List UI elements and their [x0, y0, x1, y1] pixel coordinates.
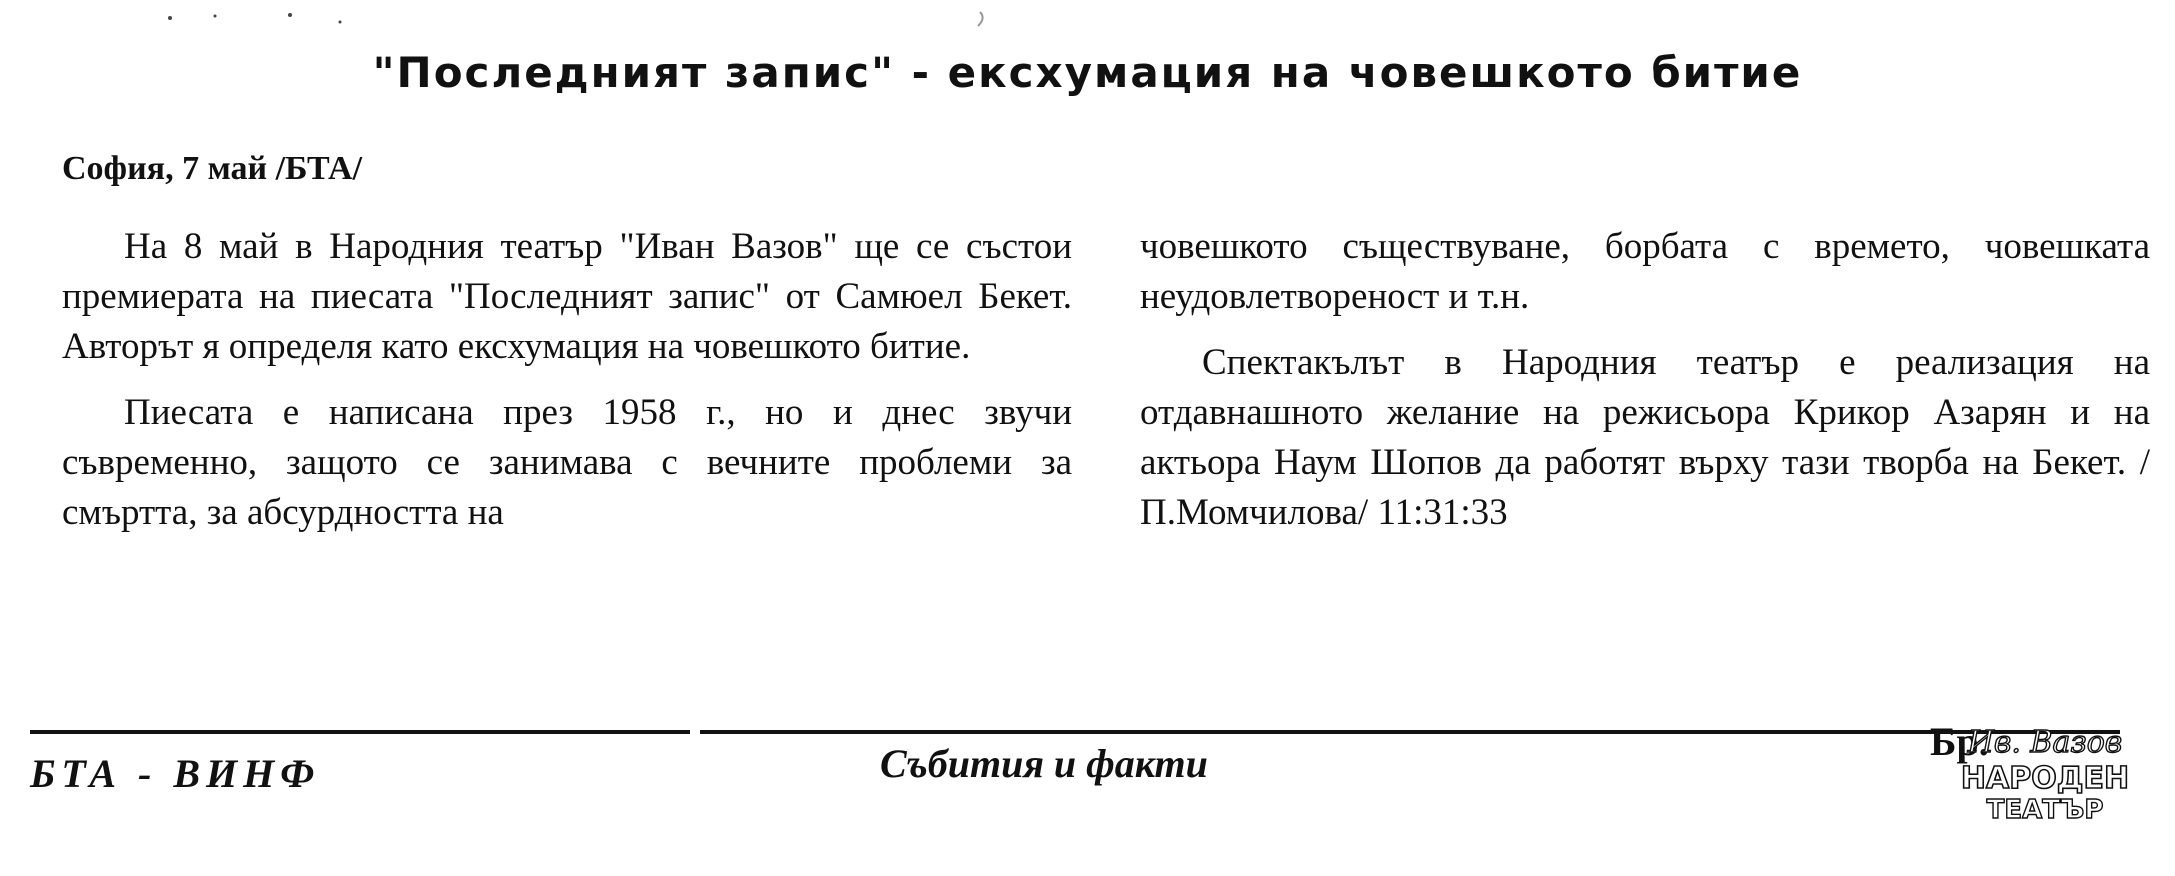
scan-specks — [160, 10, 1060, 30]
paragraph: На 8 май в Народния театър "Иван Вазов" ще се състои премиерата на пиесата "Последният запис" от Самюел Бекет. Авторът я определя като ексхумация на човешкото битие. — [62, 226, 1072, 367]
paragraph: Пиесата е написана през 1958 г., но и днес звучи съвременно, защото се занимава с вечните проблеми за смъртта, за абсурдността на — [62, 392, 1072, 533]
agency-label: БТА - ВИНФ — [30, 751, 321, 796]
headline: "Последният запис" - ексхумация на човешкото битие — [372, 48, 1803, 97]
stamp-line2: ТЕАТЪР — [1986, 795, 2104, 825]
theatre-stamp-icon — [1955, 718, 2135, 828]
stamp-script: Ив. Вазов — [1967, 725, 2123, 760]
issue-label: Бр. — [1930, 719, 1989, 764]
paragraph-continued: човешкото съществуване, борбата с времето, човешката неудовлетвореност и т.н. — [1140, 226, 2150, 317]
stamp-line1: НАРОДЕН — [1960, 761, 2130, 796]
dateline: София, 7 май /БТА/ — [62, 150, 363, 187]
section-label: Събития и факти — [880, 741, 1208, 786]
footer-divider — [30, 730, 690, 734]
footer-divider — [700, 730, 2120, 734]
paragraph: Спектакълът в Народния театър е реализация на отдавнашното желание на режисьора Крикор Азарян и на актьора Наум Шопов да работят върху тази творба на Бекет. /П.Момчилова/ 11:31:33 — [1140, 342, 2150, 533]
right-column — [1140, 222, 2150, 554]
left-column — [62, 222, 1072, 554]
